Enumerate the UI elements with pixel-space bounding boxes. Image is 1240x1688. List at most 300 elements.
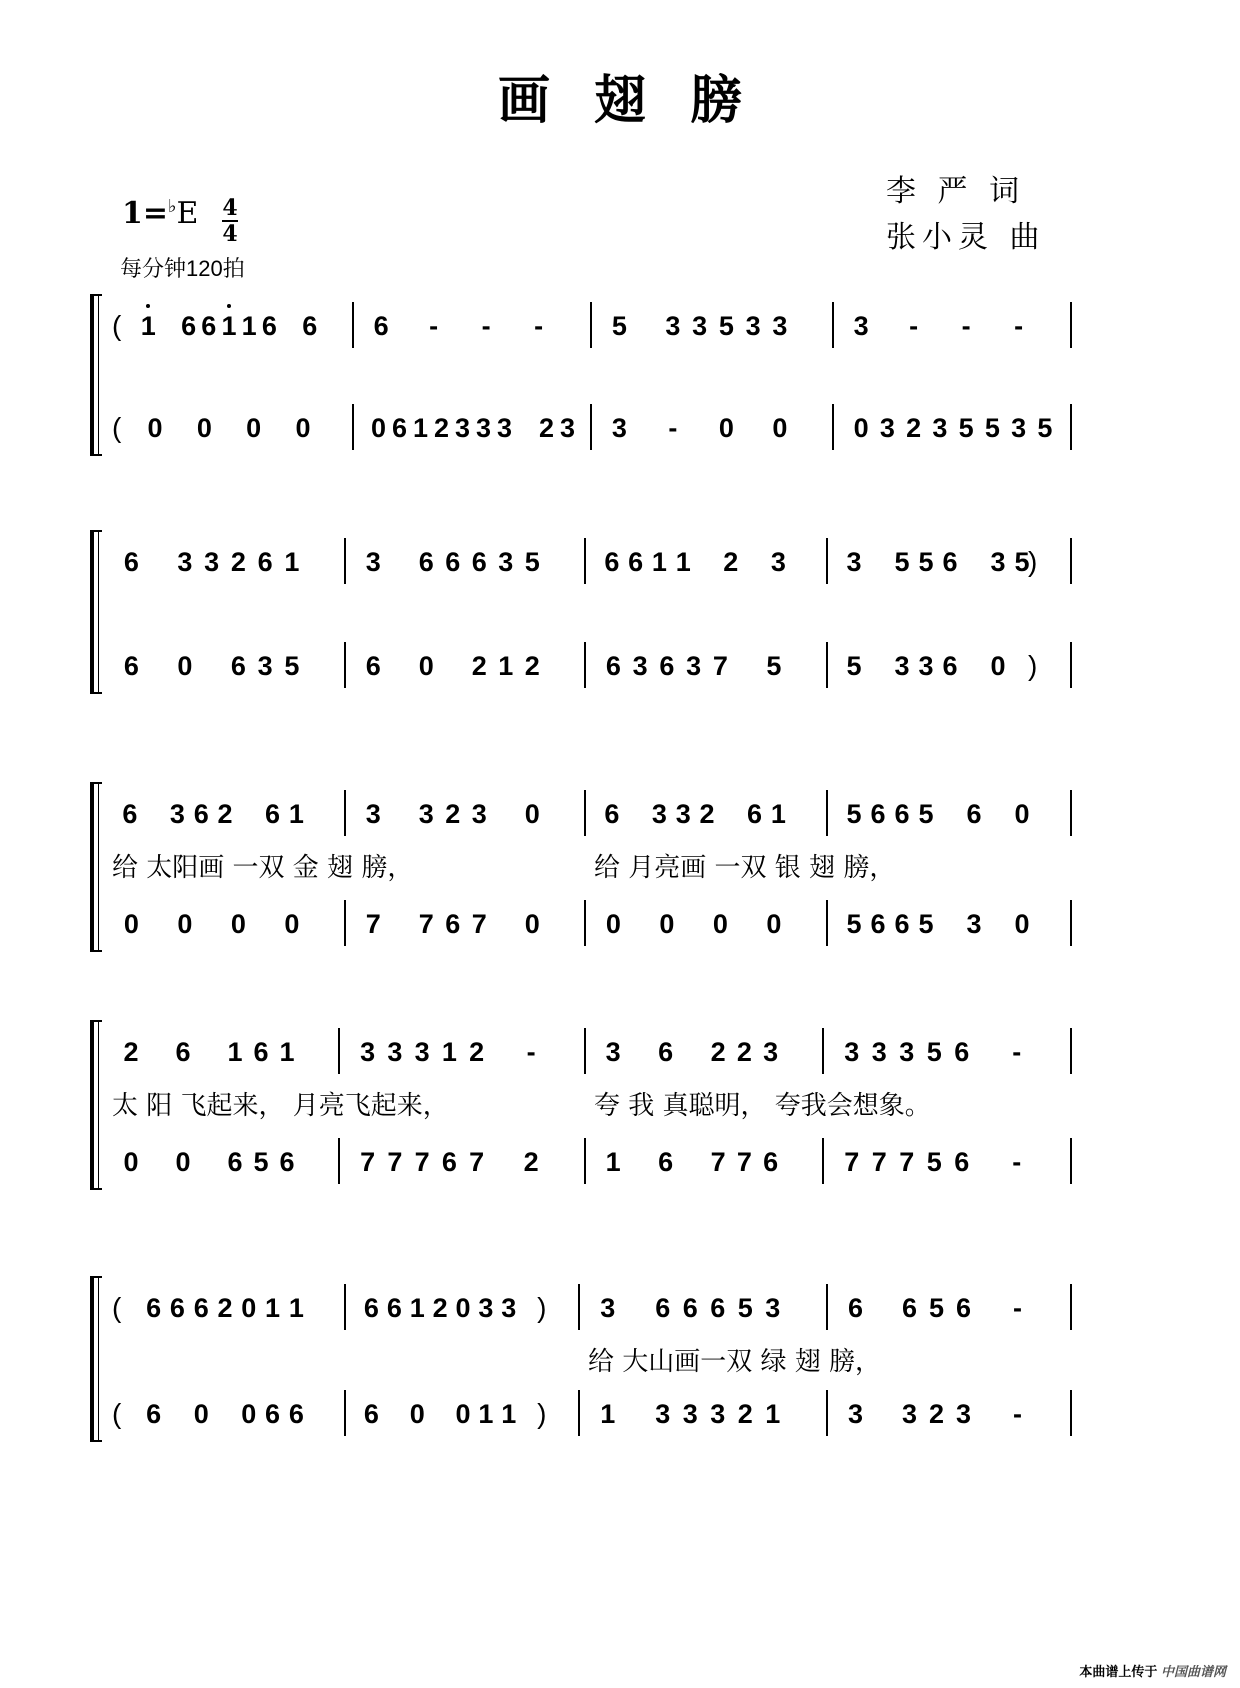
upper-voice-note: 1: [441, 1037, 457, 1067]
upper-voice-barline: [344, 538, 346, 584]
upper-voice-note: 6: [894, 799, 910, 829]
lower-voice-note: 2: [433, 413, 450, 443]
lower-voice-note: -: [1013, 1399, 1022, 1429]
system-bracket-inner: [98, 782, 99, 952]
upper-voice-note: 3: [675, 799, 691, 829]
upper-voice-note: 6: [122, 799, 138, 829]
lower-voice-note: 5: [253, 1147, 269, 1177]
upper-voice-note: 2: [217, 1293, 233, 1323]
lower-voice-note: 5: [846, 651, 862, 681]
upper-voice-note: 1: [265, 1293, 281, 1323]
lower-voice-note: 6: [265, 1399, 281, 1429]
lower-voice-note: 6: [763, 1147, 779, 1177]
lower-voice-note: 3: [966, 909, 982, 939]
upper-voice-barline: [584, 790, 586, 836]
upper-voice-barline: [826, 790, 828, 836]
lyric-line: 给 月亮画 一双 银 翅 膀，: [594, 853, 896, 883]
upper-voice-barline: [344, 790, 346, 836]
lower-voice-note: 0: [766, 909, 782, 939]
upper-voice-note: 6: [201, 311, 217, 341]
upper-voice-note: 3: [471, 799, 487, 829]
upper-voice-note: 3: [414, 1037, 430, 1067]
lower-voice-note: 6: [227, 1147, 243, 1177]
upper-voice-note: 3: [204, 547, 220, 577]
lower-voice-paren: ): [1028, 650, 1038, 681]
lower-voice-note: 1: [501, 1399, 517, 1429]
upper-voice-note: 3: [177, 547, 193, 577]
upper-voice-note: -: [909, 311, 919, 341]
upper-voice-barline: [822, 1028, 824, 1074]
upper-voice-barline: [1070, 302, 1072, 348]
upper-voice-note: 1: [651, 547, 667, 577]
lower-voice-paren: (: [112, 1398, 122, 1429]
lower-voice-note: 6: [441, 1147, 457, 1177]
page-title: 画翅膀: [497, 70, 786, 131]
composer-credit: 张小灵 曲: [886, 220, 1046, 255]
upper-voice-note: 6: [386, 1293, 402, 1323]
lower-voice-note: 0: [853, 413, 869, 443]
upper-voice-note: 6: [418, 547, 434, 577]
system-bracket-inner: [98, 294, 99, 456]
lower-voice-note: 0: [659, 909, 675, 939]
lower-voice-note: 5: [926, 1147, 942, 1177]
lower-voice-note: 7: [712, 651, 728, 681]
lower-voice-note: 0: [177, 909, 193, 939]
upper-voice-note: 5: [928, 1293, 945, 1323]
upper-voice-note: -: [534, 311, 544, 341]
lower-voice-paren: (: [112, 412, 122, 443]
upper-voice-note: 6: [445, 547, 461, 577]
upper-voice-note: 6: [604, 547, 620, 577]
upper-voice-note: 6: [123, 547, 139, 577]
upper-voice-note: 3: [844, 1037, 860, 1067]
bracket-top-hook: [90, 530, 102, 532]
upper-voice-note: 3: [365, 799, 381, 829]
upper-voice-note: 3: [763, 1037, 779, 1067]
lower-voice-note: 2: [906, 413, 922, 443]
upper-voice-note: 3: [853, 311, 869, 341]
upper-voice-note: 2: [217, 799, 233, 829]
system-bracket-inner: [98, 530, 99, 694]
lower-voice-note: 1: [412, 413, 429, 443]
upper-voice-note: 6: [682, 1293, 698, 1323]
lower-voice-note: 6: [894, 909, 910, 939]
lower-voice-note: 0: [147, 413, 163, 443]
upper-voice-note: 1: [288, 1293, 304, 1323]
lower-voice-note: 3: [475, 413, 492, 443]
upper-voice-note: -: [961, 311, 971, 341]
system-bracket: [90, 530, 94, 694]
lower-voice-note: 7: [844, 1147, 860, 1177]
system-bracket: [90, 294, 94, 456]
upper-voice-note: 2: [736, 1037, 752, 1067]
upper-voice-note: 2: [469, 1037, 485, 1067]
lower-voice-barline: [1070, 642, 1072, 688]
upper-voice-note: 1: [221, 311, 237, 341]
lower-voice-note: 6: [365, 651, 381, 681]
upper-voice-note: 3: [899, 1037, 915, 1067]
upper-voice-note: 6: [628, 547, 644, 577]
upper-voice-note: 3: [770, 547, 786, 577]
upper-voice-barline: [338, 1028, 340, 1074]
lower-voice-note: 0: [230, 909, 246, 939]
tempo-marking: 每分钟120拍: [120, 256, 245, 281]
lower-voice-note: 1: [765, 1399, 781, 1429]
lower-voice-note: 0: [193, 1399, 209, 1429]
lower-voice-note: 6: [230, 651, 246, 681]
lower-voice-note: 5: [284, 651, 300, 681]
upper-voice-note: 1: [284, 547, 300, 577]
lower-voice-barline: [826, 642, 828, 688]
upper-voice-note: 6: [710, 1293, 726, 1323]
footer-credit: [1079, 1661, 1226, 1680]
lower-voice-note: 0: [370, 413, 387, 443]
lower-voice-note: 5: [1037, 413, 1053, 443]
lower-voice-note: 1: [600, 1399, 616, 1429]
key-signature: [122, 196, 198, 231]
upper-voice-note: 6: [942, 547, 958, 577]
upper-voice-note: 3: [605, 1037, 621, 1067]
upper-voice-note: 3: [846, 547, 862, 577]
upper-voice-barline: [826, 1284, 828, 1330]
bracket-top-hook: [90, 1276, 102, 1278]
lower-voice-note: 6: [146, 1399, 162, 1429]
lower-voice-note: 7: [899, 1147, 915, 1177]
lower-voice-paren: ): [537, 1398, 547, 1429]
system-bracket: [90, 1020, 94, 1190]
lower-voice-note: 3: [847, 1399, 864, 1429]
time-sig-bottom: 4: [222, 221, 238, 247]
upper-voice-note: 3: [387, 1037, 403, 1067]
upper-voice-note: 6: [302, 311, 318, 341]
upper-voice-note: 5: [894, 547, 910, 577]
upper-voice-barline: [584, 538, 586, 584]
lower-voice-barline: [584, 1138, 586, 1184]
upper-voice-note: 3: [498, 547, 514, 577]
octave-dot: [227, 304, 231, 308]
lower-voice-note: 3: [879, 413, 895, 443]
upper-voice-barline: [590, 302, 592, 348]
lower-voice-note: 7: [710, 1147, 726, 1177]
lower-voice-note: 3: [932, 413, 948, 443]
lower-voice-barline: [338, 1138, 340, 1184]
lower-voice-note: 0: [241, 1399, 257, 1429]
upper-voice-note: 6: [193, 1293, 209, 1323]
upper-voice-note: 3: [871, 1037, 887, 1067]
upper-voice-note: 6: [193, 799, 209, 829]
lower-voice-note: 3: [901, 1399, 918, 1429]
upper-voice-paren: (: [112, 1292, 122, 1323]
system-bracket-inner: [98, 1020, 99, 1190]
lower-voice-note: 3: [710, 1399, 726, 1429]
upper-voice-note: 2: [445, 799, 461, 829]
lower-voice-note: 0: [175, 1147, 191, 1177]
lower-voice-note: 6: [659, 651, 675, 681]
lower-voice-note: 0: [418, 651, 434, 681]
upper-voice-note: 3: [478, 1293, 494, 1323]
upper-voice-note: 3: [501, 1293, 517, 1323]
upper-voice-barline: [1070, 538, 1072, 584]
upper-voice-note: 3: [651, 799, 667, 829]
upper-voice-note: 5: [918, 547, 934, 577]
lower-voice-note: 6: [279, 1147, 295, 1177]
key-note: E: [176, 196, 199, 231]
upper-voice-paren: ): [537, 1292, 547, 1323]
lower-voice-note: 2: [928, 1399, 945, 1429]
lower-voice-note: 3: [686, 651, 702, 681]
lower-voice-note: 0: [295, 413, 311, 443]
lower-voice-note: 6: [942, 651, 958, 681]
upper-voice-note: -: [429, 311, 439, 341]
lower-voice-barline: [590, 404, 592, 450]
lower-voice-note: 2: [523, 1147, 539, 1177]
upper-voice-note: 0: [524, 799, 540, 829]
lower-voice-note: 7: [736, 1147, 752, 1177]
upper-voice-note: 3: [600, 1293, 616, 1323]
lower-voice-note: -: [1012, 1147, 1022, 1177]
upper-voice-note: 6: [257, 547, 273, 577]
upper-voice-note: -: [1013, 1293, 1022, 1323]
lower-voice-note: 0: [1014, 909, 1030, 939]
upper-voice-note: 5: [846, 799, 862, 829]
lyric-line: 给 太阳画 一双 金 翅 膀，: [112, 853, 414, 883]
lower-voice-note: 7: [418, 909, 434, 939]
upper-voice-note: 3: [169, 799, 185, 829]
lower-voice-note: -: [668, 413, 678, 443]
lower-voice-note: 6: [954, 1147, 970, 1177]
upper-voice-note: 2: [123, 1037, 139, 1067]
lyric-line: 夸 我 真聪明， 夸我会想象。: [594, 1091, 931, 1121]
lower-voice-note: 2: [538, 413, 555, 443]
upper-voice-note: 3: [745, 311, 761, 341]
upper-voice-note: 5: [524, 547, 540, 577]
upper-voice-note: 5: [737, 1293, 753, 1323]
lower-voice-note: 0: [712, 909, 728, 939]
upper-voice-paren: ): [1028, 546, 1038, 577]
lower-voice-note: 6: [870, 909, 886, 939]
lower-voice-barline: [584, 642, 586, 688]
lower-voice-note: 0: [990, 651, 1006, 681]
upper-voice-note: 3: [665, 311, 681, 341]
upper-voice-note: 6: [658, 1037, 674, 1067]
lower-voice-note: 3: [632, 651, 648, 681]
lower-voice-note: 6: [288, 1399, 304, 1429]
upper-voice-note: 5: [918, 799, 934, 829]
system-bracket: [90, 782, 94, 952]
upper-voice-note: 6: [373, 311, 389, 341]
upper-voice-note: 6: [181, 311, 197, 341]
lower-voice-note: 5: [766, 651, 782, 681]
upper-voice-note: 6: [870, 799, 886, 829]
lower-voice-note: 2: [524, 651, 540, 681]
lower-voice-barline: [1070, 1390, 1072, 1436]
upper-voice-note: 1: [227, 1037, 243, 1067]
upper-voice-note: 1: [675, 547, 691, 577]
lyric-line: 给 大山画一双 绿 翅 膀，: [588, 1347, 882, 1377]
lower-voice-barline: [344, 1390, 346, 1436]
upper-voice-note: 6: [471, 547, 487, 577]
upper-voice-note: 2: [230, 547, 246, 577]
upper-voice-barline: [826, 538, 828, 584]
lower-voice-barline: [826, 900, 828, 946]
lower-voice-note: 3: [496, 413, 513, 443]
upper-voice-barline: [1070, 790, 1072, 836]
upper-voice-note: 3: [365, 547, 381, 577]
lower-voice-barline: [832, 404, 834, 450]
upper-voice-note: 6: [265, 799, 281, 829]
system-bracket: [90, 1276, 94, 1442]
upper-voice-note: 3: [692, 311, 708, 341]
lower-voice-note: 5: [984, 413, 1000, 443]
lower-voice-note: 3: [257, 651, 273, 681]
upper-voice-note: 2: [699, 799, 715, 829]
upper-voice-note: 5: [718, 311, 734, 341]
upper-voice-note: 1: [140, 311, 156, 341]
lower-voice-note: 5: [958, 413, 974, 443]
key-prefix: 1=: [122, 196, 169, 231]
upper-voice-note: 5: [926, 1037, 942, 1067]
lower-voice-note: 7: [360, 1147, 376, 1177]
upper-voice-note: 6: [253, 1037, 269, 1067]
footer-brand: 中国曲谱网: [1160, 1664, 1226, 1679]
lower-voice-note: 7: [365, 909, 381, 939]
upper-voice-note: 6: [954, 1037, 970, 1067]
lower-voice-note: 3: [918, 651, 934, 681]
upper-voice-note: 3: [990, 547, 1006, 577]
upper-voice-barline: [1070, 1284, 1072, 1330]
upper-voice-note: 2: [723, 547, 739, 577]
lower-voice-note: 1: [478, 1399, 494, 1429]
lower-voice-barline: [352, 404, 354, 450]
upper-voice-note: 6: [747, 799, 763, 829]
upper-voice-note: 3: [765, 1293, 781, 1323]
lower-voice-note: 5: [918, 909, 934, 939]
lower-voice-note: 3: [894, 651, 910, 681]
upper-voice-barline: [584, 1028, 586, 1074]
lower-voice-barline: [1070, 1138, 1072, 1184]
upper-voice-note: 3: [418, 799, 434, 829]
lower-voice-note: 0: [772, 413, 788, 443]
lower-voice-barline: [584, 900, 586, 946]
lower-voice-note: 0: [718, 413, 734, 443]
upper-voice-note: 6: [955, 1293, 972, 1323]
bracket-bottom-hook: [90, 454, 102, 456]
upper-voice-note: 3: [772, 311, 788, 341]
lower-voice-note: 0: [455, 1399, 471, 1429]
lower-voice-note: 0: [524, 909, 540, 939]
upper-voice-note: -: [1012, 1037, 1022, 1067]
octave-dot: [146, 304, 150, 308]
upper-voice-note: 0: [1014, 799, 1030, 829]
bracket-bottom-hook: [90, 692, 102, 694]
lower-voice-note: 0: [246, 413, 262, 443]
bracket-top-hook: [90, 782, 102, 784]
flat-symbol: ♭: [168, 196, 177, 217]
lower-voice-note: 7: [414, 1147, 430, 1177]
lower-voice-note: 0: [409, 1399, 425, 1429]
bracket-top-hook: [90, 1020, 102, 1022]
upper-voice-barline: [1070, 1028, 1072, 1074]
lyric-line: 太 阳 飞起来， 月亮飞起来，: [112, 1091, 449, 1121]
upper-voice-note: 5: [1014, 547, 1030, 577]
upper-voice-note: -: [1014, 311, 1024, 341]
lower-voice-note: 7: [469, 1147, 485, 1177]
upper-voice-note: 1: [288, 799, 304, 829]
lower-voice-barline: [1070, 900, 1072, 946]
lower-voice-note: 1: [605, 1147, 621, 1177]
upper-voice-barline: [344, 1284, 346, 1330]
lower-voice-note: 2: [471, 651, 487, 681]
upper-voice-note: 6: [261, 311, 277, 341]
footer-prefix: 本曲谱上传于: [1079, 1664, 1158, 1679]
lower-voice-note: 6: [605, 651, 621, 681]
upper-voice-note: 1: [279, 1037, 295, 1067]
lower-voice-barline: [344, 642, 346, 688]
time-signature: [222, 196, 238, 246]
lower-voice-note: 5: [846, 909, 862, 939]
lower-voice-note: 3: [559, 413, 576, 443]
lower-voice-barline: [822, 1138, 824, 1184]
upper-voice-note: 3: [360, 1037, 376, 1067]
lower-voice-note: 0: [284, 909, 300, 939]
lower-voice-barline: [1070, 404, 1072, 450]
upper-voice-barline: [578, 1284, 580, 1330]
upper-voice-paren: (: [112, 310, 122, 341]
lower-voice-barline: [826, 1390, 828, 1436]
lower-voice-note: 0: [123, 909, 139, 939]
bracket-top-hook: [90, 294, 102, 296]
lower-voice-note: 6: [445, 909, 461, 939]
upper-voice-barline: [832, 302, 834, 348]
lower-voice-note: 0: [177, 651, 193, 681]
upper-voice-note: 6: [847, 1293, 864, 1323]
lower-voice-note: 3: [955, 1399, 972, 1429]
lower-voice-note: 3: [682, 1399, 698, 1429]
upper-voice-note: 6: [655, 1293, 671, 1323]
upper-voice-barline: [352, 302, 354, 348]
lower-voice-note: 7: [471, 909, 487, 939]
upper-voice-note: 6: [169, 1293, 185, 1323]
lower-voice-note: 3: [611, 413, 627, 443]
lower-voice-note: 0: [605, 909, 621, 939]
lower-voice-note: 0: [196, 413, 212, 443]
bracket-bottom-hook: [90, 950, 102, 952]
lower-voice-barline: [578, 1390, 580, 1436]
lower-voice-note: 6: [391, 413, 408, 443]
upper-voice-note: 6: [604, 799, 620, 829]
lower-voice-barline: [344, 900, 346, 946]
upper-voice-note: 0: [455, 1293, 471, 1323]
upper-voice-note: 6: [146, 1293, 162, 1323]
lower-voice-note: 6: [658, 1147, 674, 1177]
upper-voice-note: -: [526, 1037, 536, 1067]
system-bracket-inner: [98, 1276, 99, 1442]
lower-voice-note: 3: [655, 1399, 671, 1429]
lyricist-credit: 李 严 词: [886, 174, 1026, 209]
lower-voice-note: 7: [387, 1147, 403, 1177]
bracket-bottom-hook: [90, 1188, 102, 1190]
lower-voice-note: 2: [737, 1399, 753, 1429]
time-sig-top: 4: [222, 195, 238, 221]
lower-voice-note: 6: [123, 651, 139, 681]
upper-voice-note: 6: [363, 1293, 379, 1323]
upper-voice-note: 1: [770, 799, 786, 829]
upper-voice-note: 1: [409, 1293, 425, 1323]
lower-voice-note: 3: [454, 413, 471, 443]
upper-voice-note: 2: [432, 1293, 448, 1323]
upper-voice-note: 1: [241, 311, 257, 341]
upper-voice-note: -: [481, 311, 491, 341]
